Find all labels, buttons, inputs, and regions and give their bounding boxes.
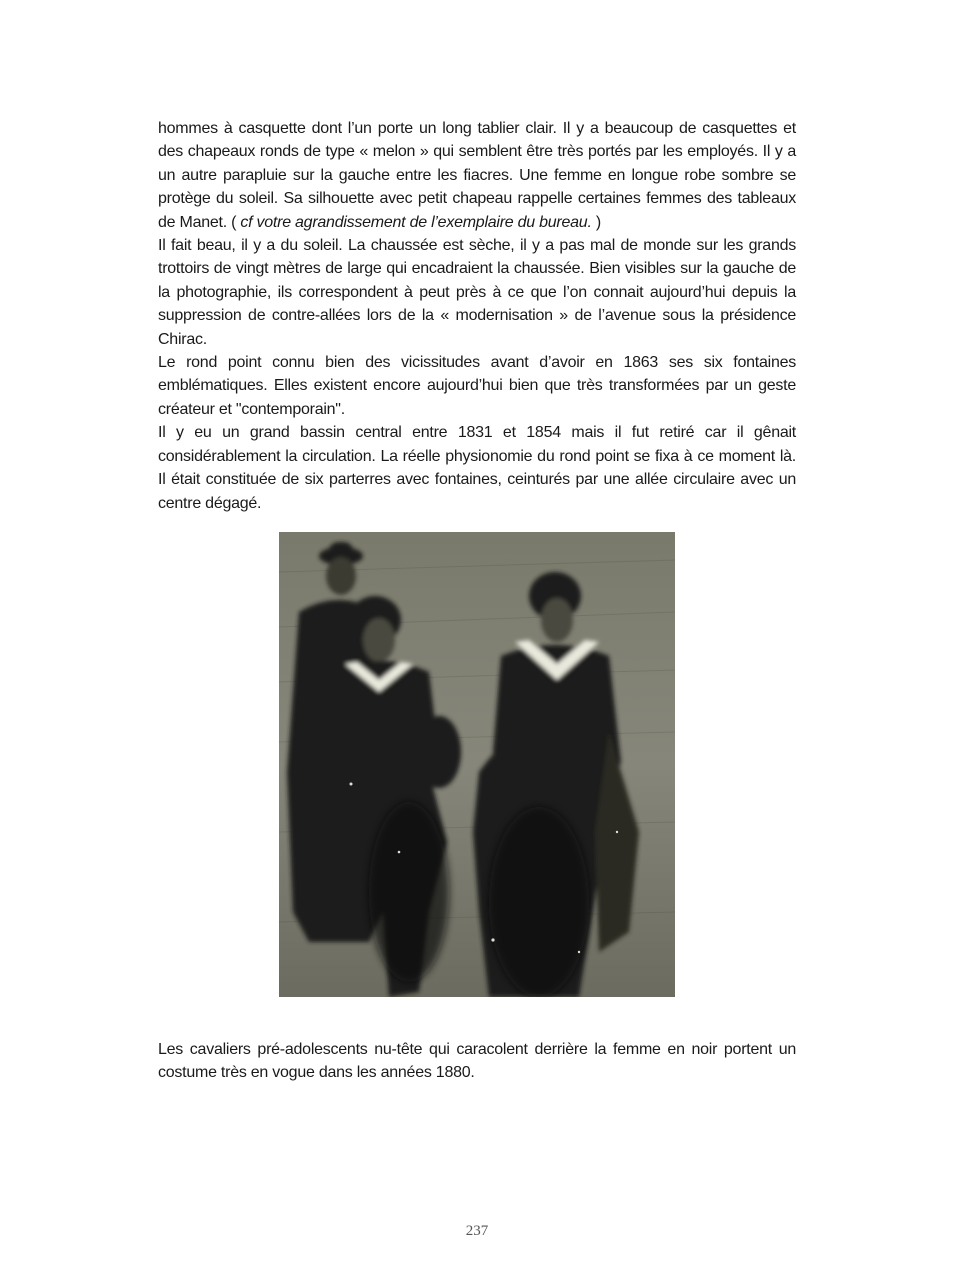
body-text: [158, 117, 796, 515]
paragraph-1-end: ): [591, 213, 601, 231]
paragraph-1-italic: cf votre agrandissement de l’exemplaire du bureau.: [240, 213, 592, 231]
photograph-riders: [279, 532, 675, 997]
paragraph-1: [158, 117, 796, 234]
photograph-illustration: [279, 532, 675, 997]
page-number: 237: [465, 1223, 489, 1239]
paragraph-4: Il y eu un grand bassin central entre 1831 et 1854 mais il fut retiré car il gênait considérablement la circulation. La réelle physionomie du rond point se fixa à ce moment là. Il était constituée de six parterres avec fontaines, ceinturés par une allée circulaire avec un centre dégagé.: [158, 424, 796, 512]
photo-caption: Les cavaliers pré-adolescents nu-tête qui caracolent derrière la femme en noir portent un costume très en vogue dans les années 1880.: [158, 1041, 796, 1082]
paragraph-3: Le rond point connu bien des vicissitudes avant d’avoir en 1863 ses six fontaines emblématiques. Elles existent encore aujourd’hui bien que très transformées par un geste créateur et "contemporain".: [158, 354, 796, 418]
paragraph-2: Il fait beau, il y a du soleil. La chaussée est sèche, il y a pas mal de monde sur les grands trottoirs de vingt mètres de large qui encadraient la chaussée. Bien visibles sur la gauche de la photographie, ils correspondent à peut près à ce que l’on connait aujourd’hui depuis la suppression de contre-allées lors de la « modernisation » de l’avenue sous la présidence Chirac.: [158, 237, 796, 348]
paragraph-1-text: hommes à casquette dont l’un porte un long tablier clair. Il y a beaucoup de casquettes et des chapeaux ronds de type « melon » qui semblent être très portés par les employés. Il y a un autre parapluie sur la gauche entre les fiacres. Une femme en longue robe sombre se protège du soleil. Sa silhouette avec petit chapeau rappelle certaines femmes des tableaux de Manet. (: [158, 120, 796, 231]
